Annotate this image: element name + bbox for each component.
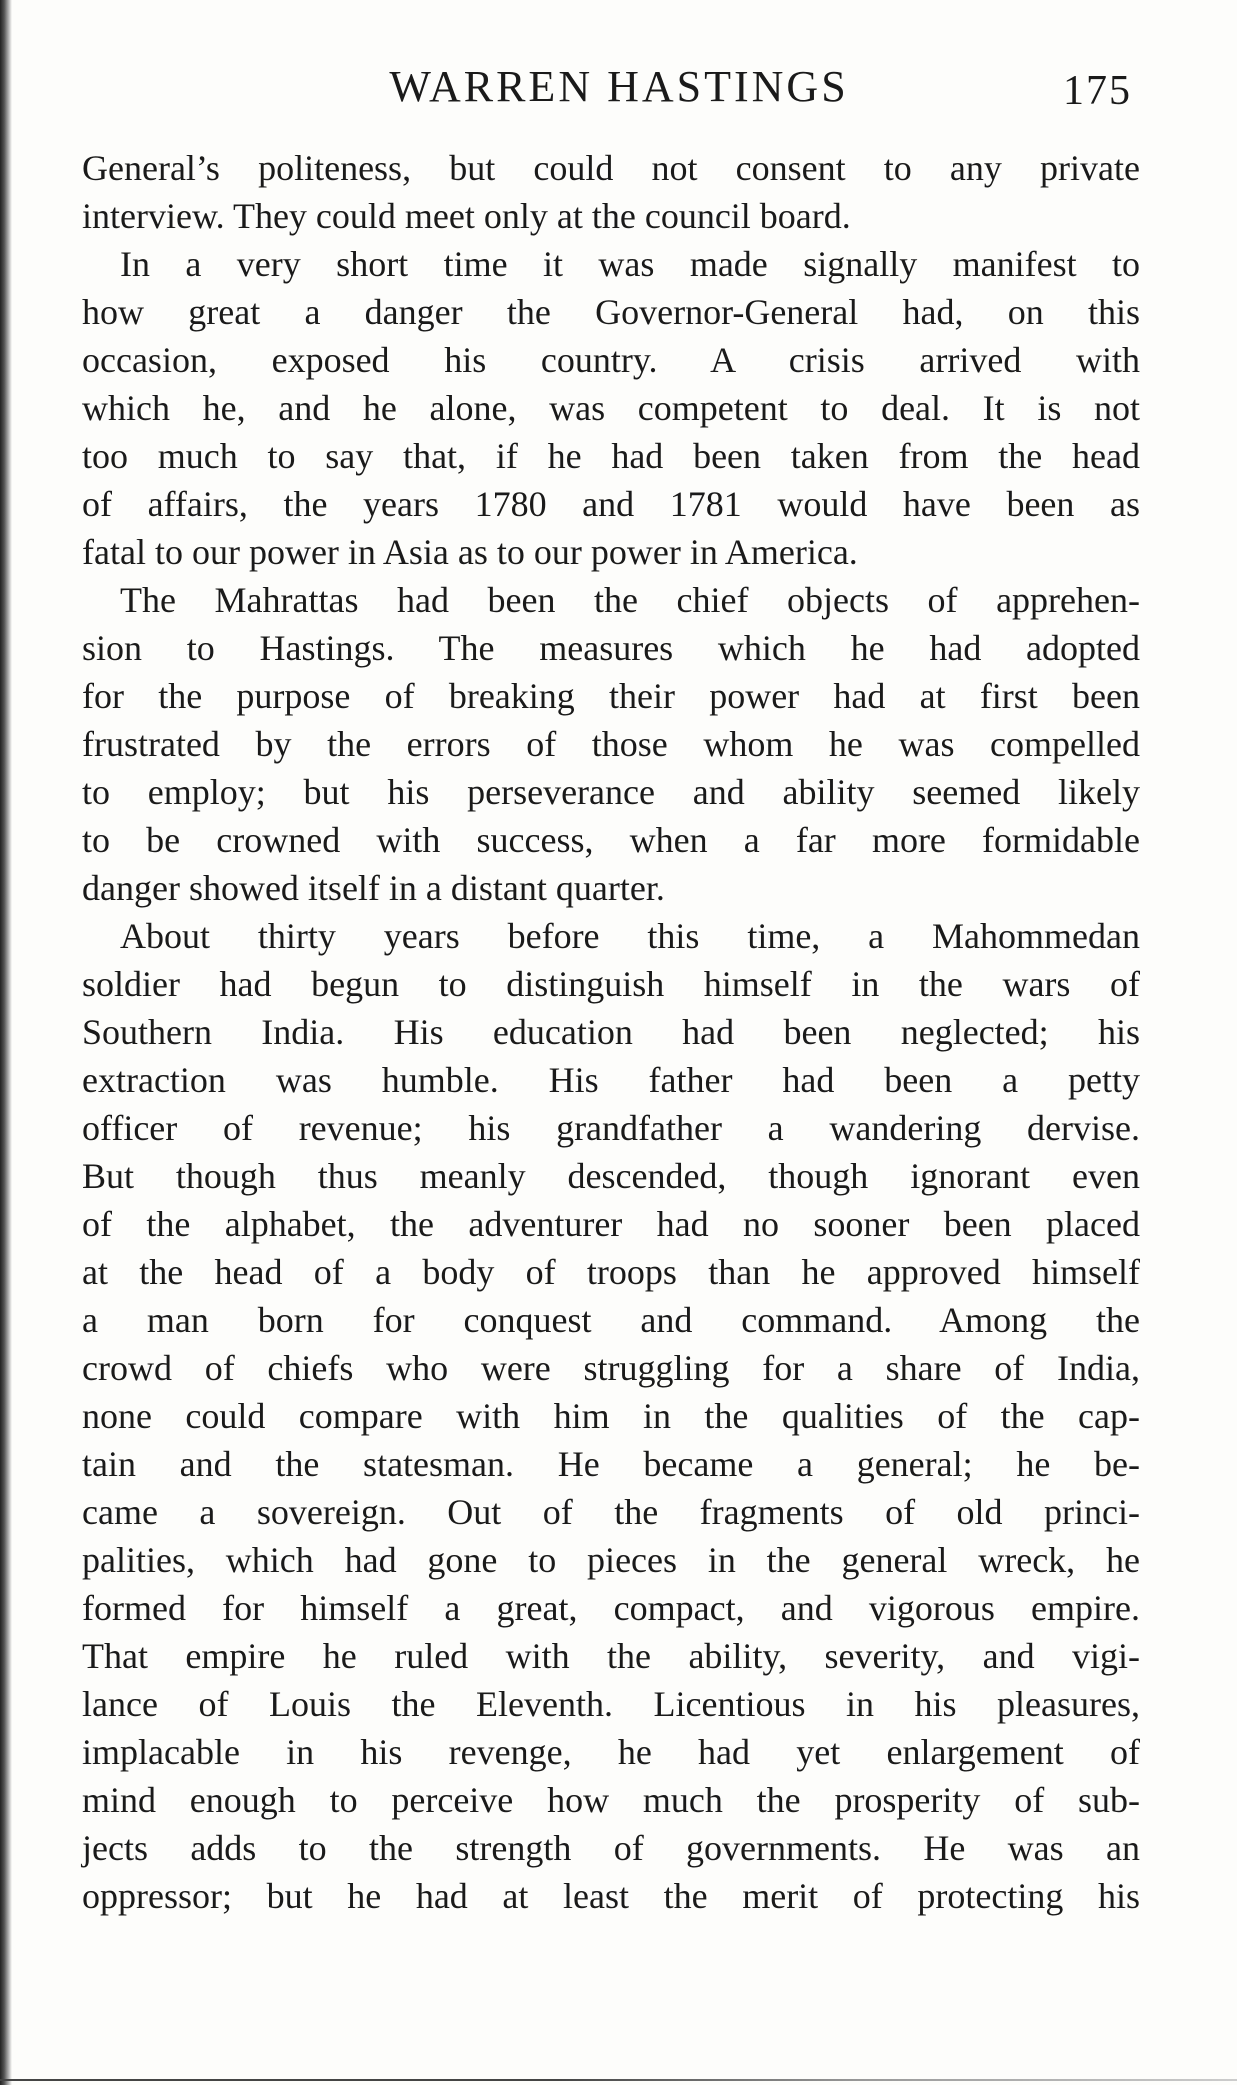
text-line: implacable in his revenge, he had yet enlargement of bbox=[82, 1732, 1140, 1772]
text-line: crowd of chiefs who were struggling for a share of India, bbox=[82, 1348, 1140, 1388]
text-line: to employ; but his perseverance and ability seemed likely bbox=[82, 772, 1140, 812]
text-line: tain and the statesman. He became a general; he be- bbox=[82, 1444, 1140, 1484]
text-line: mind enough to perceive how much the prosperity of sub- bbox=[82, 1780, 1140, 1820]
text-line: officer of revenue; his grandfather a wandering dervise. bbox=[82, 1108, 1140, 1148]
paragraph-first-line: The Mahrattas had been the chief objects of apprehen- bbox=[120, 580, 1140, 620]
text-line: to be crowned with success, when a far more formidable bbox=[82, 820, 1140, 860]
running-title: WARREN HASTINGS bbox=[389, 62, 849, 111]
text-line: fatal to our power in Asia as to our power in America. bbox=[82, 532, 858, 572]
text-line: sion to Hastings. The measures which he had adopted bbox=[82, 628, 1140, 668]
text-line: extraction was humble. His father had been a petty bbox=[82, 1060, 1140, 1100]
text-line: how great a danger the Governor-General had, on this bbox=[82, 292, 1140, 332]
text-line: formed for himself a great, compact, and vigorous empire. bbox=[82, 1588, 1140, 1628]
running-head bbox=[80, 62, 1140, 112]
text-line: frustrated by the errors of those whom he was compelled bbox=[82, 724, 1140, 764]
paragraph-first-line: About thirty years before this time, a Mahommedan bbox=[120, 916, 1140, 956]
text-line: That empire he ruled with the ability, severity, and vigi- bbox=[82, 1636, 1140, 1676]
text-line: palities, which had gone to pieces in the general wreck, he bbox=[82, 1540, 1140, 1580]
text-line: danger showed itself in a distant quarter. bbox=[82, 868, 665, 908]
text-line: which he, and he alone, was competent to deal. It is not bbox=[82, 388, 1140, 428]
text-line: soldier had begun to distinguish himself in the wars of bbox=[82, 964, 1140, 1004]
page-bottom-edge bbox=[0, 2079, 1237, 2081]
page-spine-shadow bbox=[0, 0, 12, 2085]
text-line: at the head of a body of troops than he approved himself bbox=[82, 1252, 1140, 1292]
text-line: oppressor; but he had at least the merit of protecting his bbox=[82, 1876, 1140, 1916]
text-line: jects adds to the strength of governments. He was an bbox=[82, 1828, 1140, 1868]
text-line: too much to say that, if he had been taken from the head bbox=[82, 436, 1140, 476]
text-line: interview. They could meet only at the council board. bbox=[82, 196, 851, 236]
text-line: for the purpose of breaking their power had at first been bbox=[82, 676, 1140, 716]
text-line: came a sovereign. Out of the fragments of old princi- bbox=[82, 1492, 1140, 1532]
text-line: lance of Louis the Eleventh. Licentious in his pleasures, bbox=[82, 1684, 1140, 1724]
page-number: 175 bbox=[1063, 68, 1132, 114]
text-line: none could compare with him in the qualities of the cap- bbox=[82, 1396, 1140, 1436]
text-line: General’s politeness, but could not consent to any private bbox=[82, 148, 1140, 188]
text-line: But though thus meanly descended, though ignorant even bbox=[82, 1156, 1140, 1196]
text-line: Southern India. His education had been neglected; his bbox=[82, 1012, 1140, 1052]
body-text bbox=[82, 144, 1140, 1920]
paragraph-first-line: In a very short time it was made signally manifest to bbox=[120, 244, 1140, 284]
text-line: a man born for conquest and command. Among the bbox=[82, 1300, 1140, 1340]
text-line: of affairs, the years 1780 and 1781 would have been as bbox=[82, 484, 1140, 524]
text-line: of the alphabet, the adventurer had no sooner been placed bbox=[82, 1204, 1140, 1244]
text-line: occasion, exposed his country. A crisis arrived with bbox=[82, 340, 1140, 380]
